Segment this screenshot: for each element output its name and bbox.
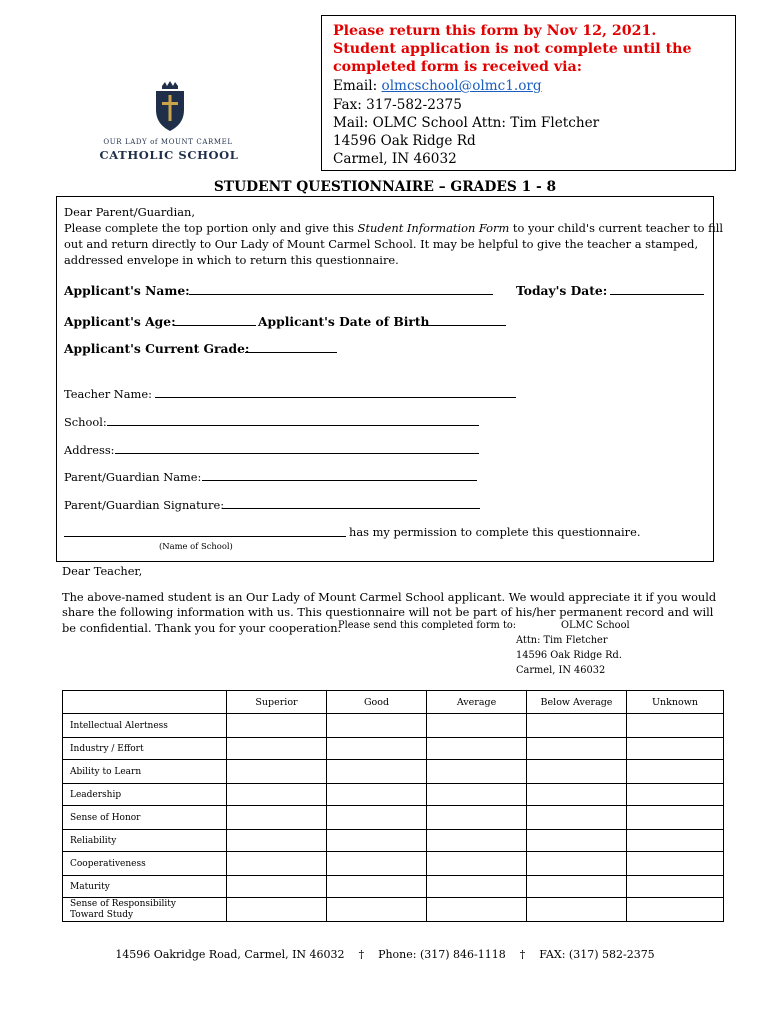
rating-cell[interactable] [327,806,427,830]
rating-cell[interactable] [627,830,724,852]
parent-instructions-line1: Please complete the top portion only and give this Student Information Form to your child's current teacher to fill [64,221,724,235]
teacher-name-field[interactable] [155,388,516,398]
rating-cell[interactable] [527,876,627,898]
rating-cell[interactable] [427,714,527,738]
footer-contact [0,948,770,961]
rating-cell[interactable] [627,784,724,806]
rating-cell[interactable] [427,876,527,898]
parent-greeting: Dear Parent/Guardian, [64,205,195,219]
table-row [63,760,724,784]
teacher-intro-line3: be confidential. Thank you for your cooperation. [62,621,342,635]
criterion-label: Ability to Learn [63,760,227,784]
rating-cell[interactable] [427,852,527,876]
rating-cell[interactable] [527,738,627,760]
rating-cell[interactable] [227,876,327,898]
email-link[interactable]: olmcschool@olmc1.org [381,78,542,94]
parent-signature-field[interactable] [222,499,480,509]
rating-cell[interactable] [427,738,527,760]
column-header-average: Average [427,691,527,714]
rating-cell[interactable] [627,852,724,876]
school-permission-field[interactable] [64,527,346,537]
send-to-address-line2: Attn: Tim Fletcher [516,635,608,646]
logo-text-line2: CATHOLIC SCHOOL [99,148,239,162]
rating-cell[interactable] [527,806,627,830]
criteria-header-cell [63,691,227,714]
return-notice-line2: Student application is not complete until the [333,41,692,57]
rating-cell[interactable] [527,852,627,876]
rating-cell[interactable] [627,738,724,760]
current-grade-label: Applicant's Current Grade: [64,341,250,356]
return-notice-line3: completed form is received via: [333,59,582,75]
return-instructions-box [321,15,736,171]
criterion-label [63,898,227,922]
criterion-label: Sense of Honor [63,806,227,830]
rating-cell[interactable] [627,898,724,922]
send-to-address-line4: Carmel, IN 46032 [516,665,606,676]
parent-signature-label: Parent/Guardian Signature: [64,498,225,512]
rating-cell[interactable] [527,898,627,922]
rating-cell[interactable] [227,784,327,806]
parent-section-box [56,196,724,562]
school-label: School: [64,415,107,429]
teacher-intro-line2: share the following information with us. This questionnaire will not be part of his/her permanent record and will [62,605,714,619]
rating-cell[interactable] [627,714,724,738]
ratings-header-row [63,691,724,714]
applicant-name-label: Applicant's Name: [64,283,190,298]
rating-cell[interactable] [327,830,427,852]
school-crest-logo [150,80,190,132]
criterion-label: Industry / Effort [63,738,227,760]
rating-cell[interactable] [427,784,527,806]
rating-cell[interactable] [627,760,724,784]
rating-cell[interactable] [327,898,427,922]
document-title: STUDENT QUESTIONNAIRE – GRADES 1 - 8 [213,179,557,195]
rating-cell[interactable] [327,738,427,760]
teacher-intro-line1: The above-named student is an Our Lady of Mount Carmel School applicant. We would appreciate it if you would [62,590,717,604]
criterion-label: Leadership [63,784,227,806]
send-to-address-line1: OLMC School [561,620,630,631]
name-of-school-caption: (Name of School) [159,541,233,551]
rating-cell[interactable] [227,738,327,760]
address-label: Address: [64,443,115,457]
todays-date-label: Today's Date: [516,283,608,298]
rating-cell[interactable] [327,760,427,784]
send-to-address-line3: 14596 Oak Ridge Rd. [516,650,622,661]
applicant-name-field[interactable] [189,285,493,295]
rating-cell[interactable] [527,784,627,806]
rating-cell[interactable] [227,852,327,876]
parent-name-field[interactable] [202,471,477,481]
todays-date-field[interactable] [610,285,704,295]
rating-cell[interactable] [427,760,527,784]
column-header-below-average: Below Average [527,691,627,714]
footer-fax: FAX: (317) 582-2375 [539,948,655,961]
rating-cell[interactable] [527,760,627,784]
rating-cell[interactable] [627,806,724,830]
school-field[interactable] [107,416,479,426]
rating-cell[interactable] [227,830,327,852]
criterion-label: Maturity [63,876,227,898]
parent-name-label: Parent/Guardian Name: [64,470,202,484]
rating-cell[interactable] [427,898,527,922]
rating-cell[interactable] [227,714,327,738]
address-field[interactable] [115,444,479,454]
return-fax: Fax: 317-582-2375 [333,97,462,113]
criterion-label: Cooperativeness [63,852,227,876]
table-row [63,738,724,760]
parent-instructions-line3: addressed envelope in which to return this questionnaire. [64,253,399,267]
table-row [63,852,724,876]
rating-cell[interactable] [227,760,327,784]
rating-cell[interactable] [427,806,527,830]
applicant-age-field[interactable] [174,316,256,326]
rating-cell[interactable] [527,830,627,852]
table-row [63,830,724,852]
footer-address: 14596 Oakridge Road, Carmel, IN 46032 [115,948,345,961]
footer-separator: † [358,948,365,961]
email-label: Email: [333,78,382,94]
return-email-line [333,77,542,96]
form-name-italic: Student Information Form [357,221,510,235]
criterion-label: Reliability [63,830,227,852]
footer-separator: † [519,948,526,961]
rating-cell[interactable] [227,898,327,922]
criterion-label-line1: Sense of Responsibility [70,898,176,909]
column-header-superior: Superior [227,691,327,714]
column-header-unknown: Unknown [627,691,724,714]
logo-text-line1: OUR LADY of MOUNT CARMEL [103,138,233,146]
return-street: 14596 Oak Ridge Rd [333,133,476,149]
teacher-greeting: Dear Teacher, [62,564,143,578]
rating-cell[interactable] [627,876,724,898]
send-to-label: Please send this completed form to: [338,620,517,631]
table-row [63,898,724,922]
rating-cell[interactable] [327,852,427,876]
return-mail: Mail: OLMC School Attn: Tim Fletcher [333,115,600,131]
teacher-name-label: Teacher Name: [64,387,152,401]
rating-cell[interactable] [327,876,427,898]
rating-cell[interactable] [527,714,627,738]
table-row [63,806,724,830]
applicant-age-label: Applicant's Age: [64,314,176,329]
rating-cell[interactable] [327,714,427,738]
criterion-label-line2: Toward Study [70,909,134,920]
rating-cell[interactable] [427,830,527,852]
return-deadline: Please return this form by Nov 12, 2021. [333,23,657,39]
table-row [63,876,724,898]
criterion-label: Intellectual Alertness [63,714,227,738]
applicant-dob-label: Applicant's Date of Birth [258,314,430,329]
ratings-table [62,690,724,922]
table-row [63,714,724,738]
parent-instructions-line2: out and return directly to Our Lady of Mount Carmel School. It may be helpful to give the teacher a stamped, [64,237,699,251]
rating-cell[interactable] [327,784,427,806]
current-grade-field[interactable] [245,343,337,353]
applicant-dob-field[interactable] [421,316,506,326]
table-row [63,784,724,806]
return-city: Carmel, IN 46032 [333,151,457,167]
footer-phone: Phone: (317) 846-1118 [378,948,506,961]
permission-text: has my permission to complete this questionnaire. [349,525,641,539]
rating-cell[interactable] [227,806,327,830]
column-header-good: Good [327,691,427,714]
